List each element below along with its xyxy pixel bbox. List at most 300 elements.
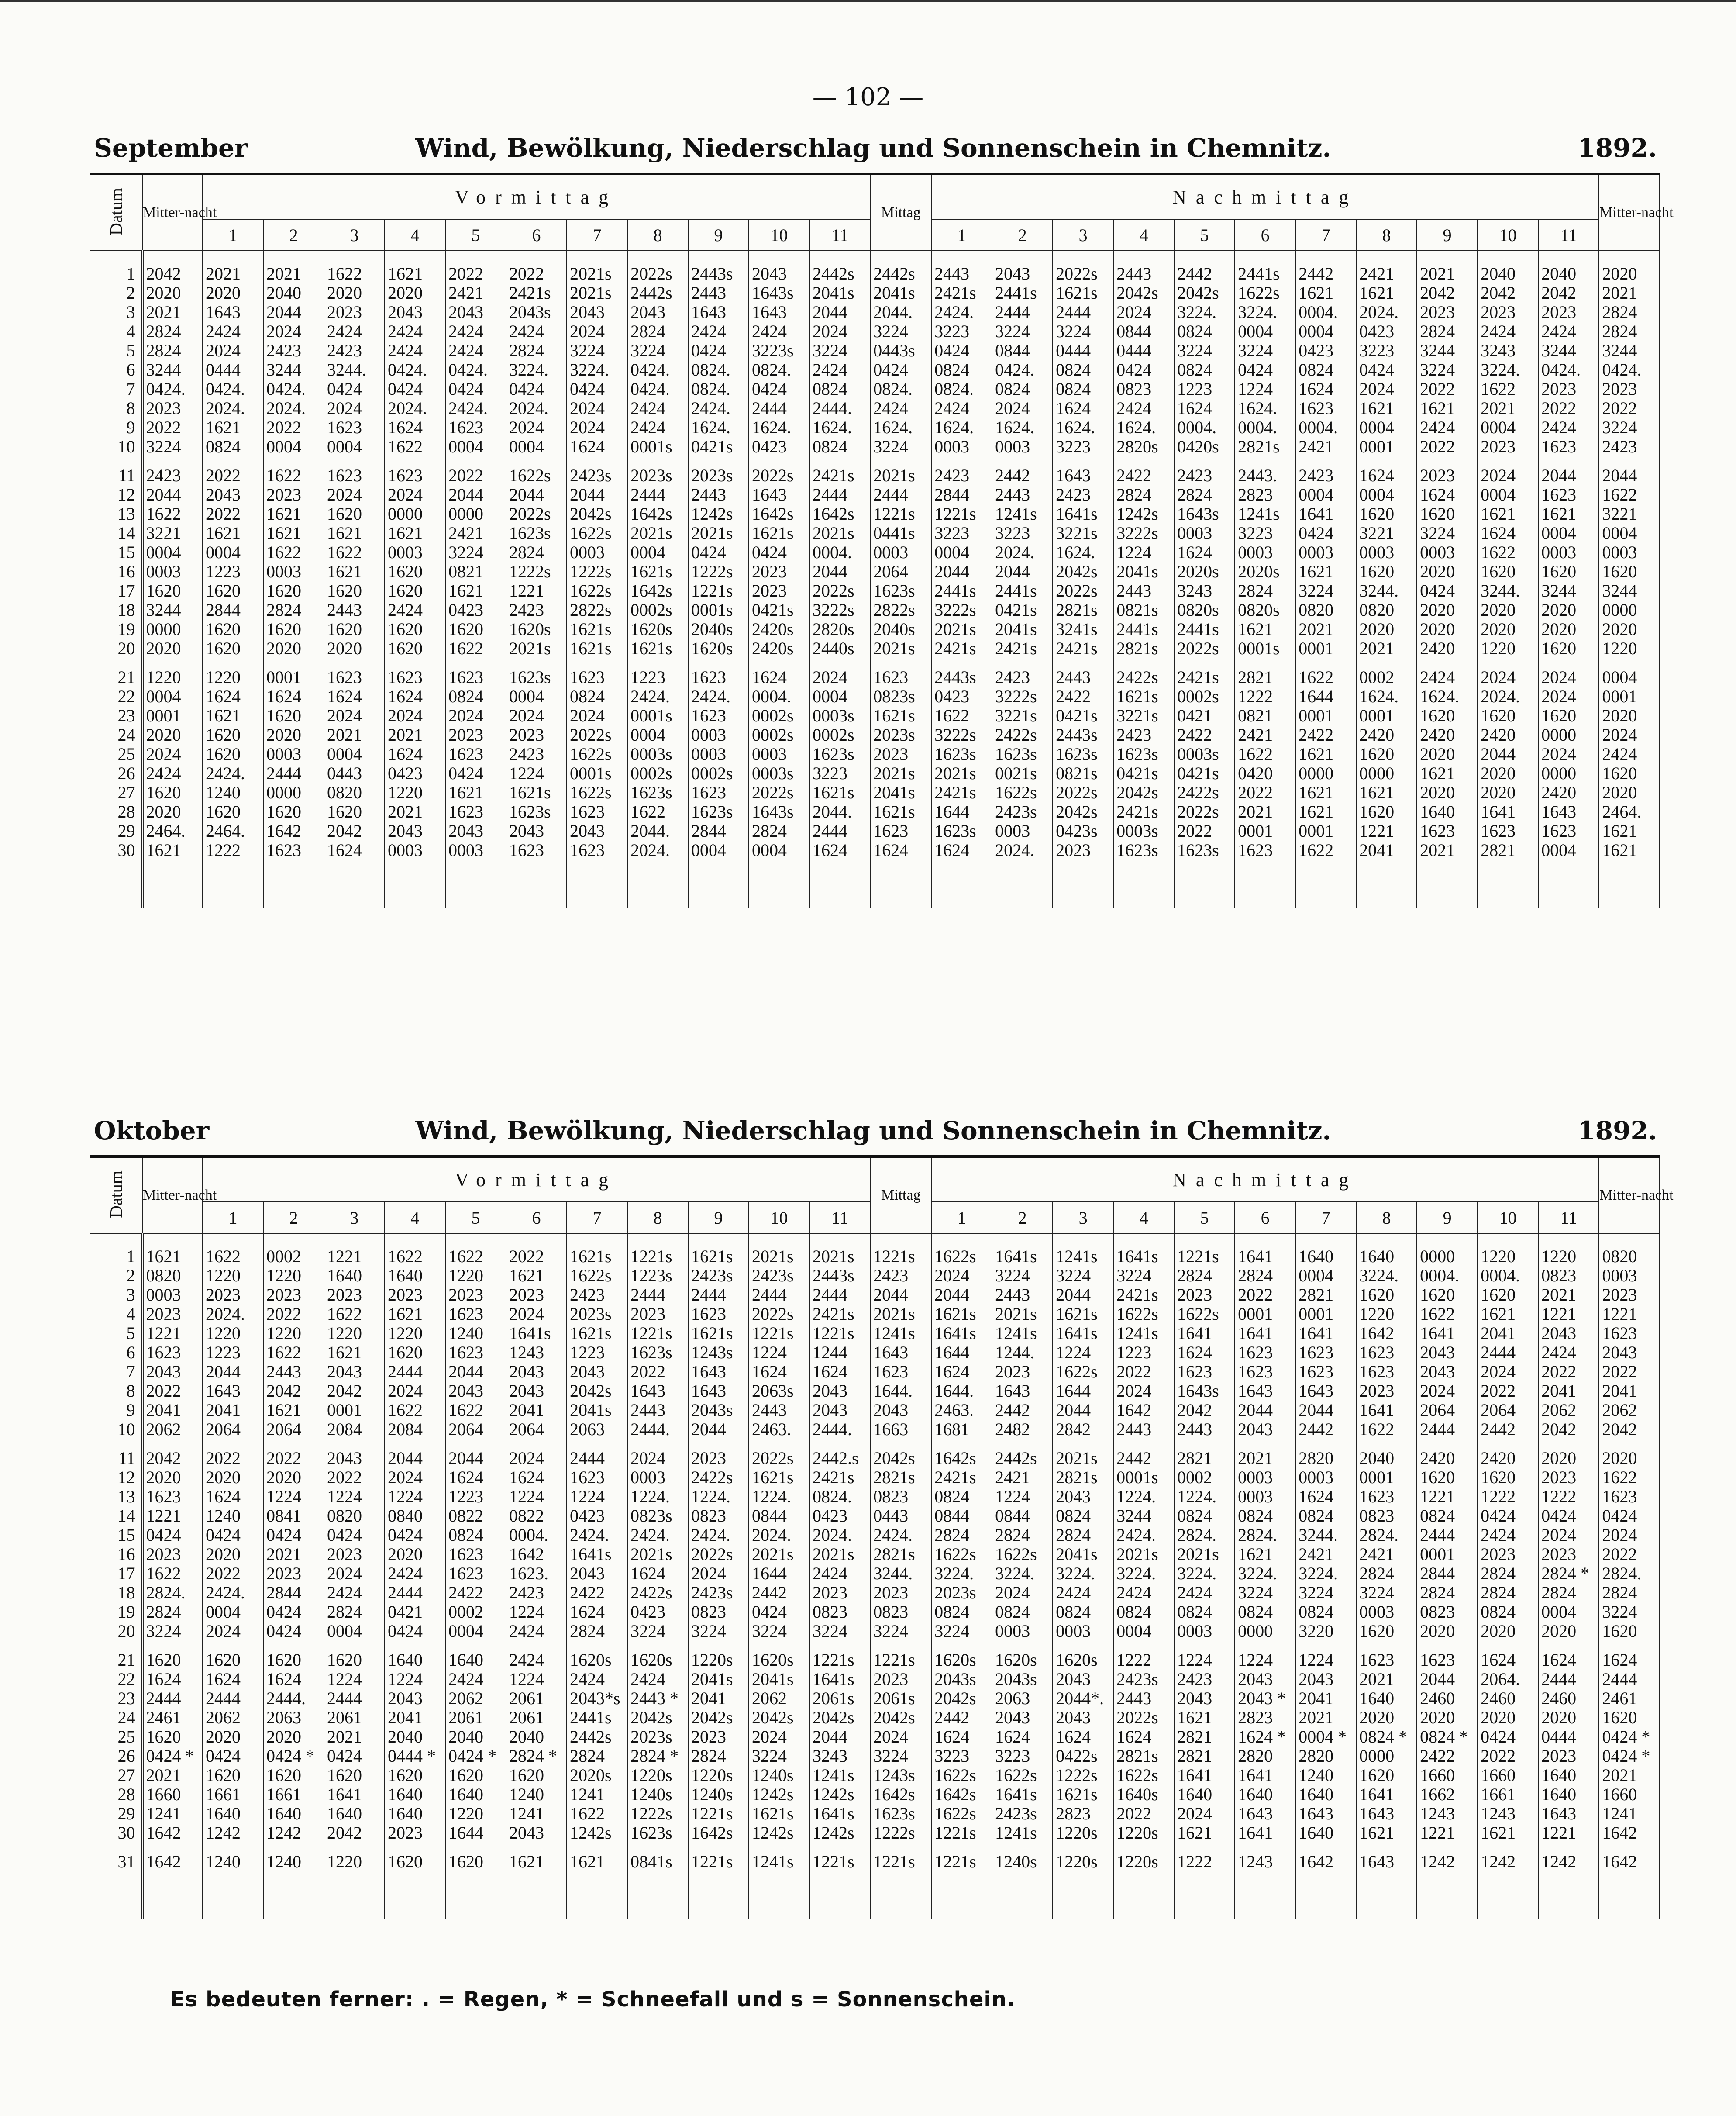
observation-cell: 1621s xyxy=(567,1324,627,1343)
observation-cell: 0003 xyxy=(1174,1622,1235,1641)
hour-header: 1 xyxy=(203,219,263,251)
observation-cell: 1624 xyxy=(203,687,263,706)
observation-cell: 2821s xyxy=(870,1468,931,1487)
observation-cell: 1644. xyxy=(870,1381,931,1401)
observation-cell: 2044 xyxy=(1053,1285,1113,1305)
observation-cell: 1222 xyxy=(203,841,263,908)
observation-cell: 1623 xyxy=(1235,1362,1295,1381)
observation-cell: 2044 xyxy=(506,485,567,504)
table-row xyxy=(90,1233,1659,1266)
observation-cell: 1622 xyxy=(263,1343,324,1362)
observation-cell: 2442 xyxy=(1295,1420,1356,1439)
observation-cell: 2424 xyxy=(1113,399,1174,418)
observation-cell: 2824. xyxy=(1356,1526,1417,1545)
observation-cell: 3224 xyxy=(1417,524,1478,543)
observation-cell: 1623s xyxy=(992,745,1053,764)
observation-cell: 1620 xyxy=(385,562,445,581)
observation-cell: 2022s xyxy=(688,1545,749,1564)
observation-cell: 2422s xyxy=(1174,783,1235,802)
hour-header: 2 xyxy=(992,1202,1053,1233)
gap-cell xyxy=(1174,1843,1235,1852)
observation-cell: 2024 xyxy=(1174,1804,1235,1823)
observation-cell: 1623 xyxy=(506,841,567,908)
observation-cell: 0424 xyxy=(1235,360,1295,380)
observation-cell: 1622s xyxy=(931,1766,992,1785)
observation-cell: 2021 xyxy=(385,725,445,745)
observation-cell: 3244 xyxy=(1113,1506,1174,1526)
observation-cell: 0823 xyxy=(688,1506,749,1526)
observation-cell: 1241 xyxy=(567,1785,627,1804)
observation-cell: 0000 xyxy=(1538,725,1599,745)
observation-cell: 1241 xyxy=(1599,1804,1659,1823)
observation-cell: 1242s xyxy=(567,1823,627,1843)
day-cell: 11 xyxy=(90,466,142,485)
table-row xyxy=(90,639,1659,658)
observation-cell: 3224 xyxy=(870,1622,931,1641)
observation-cell: 1621 xyxy=(445,783,506,802)
gap-cell xyxy=(385,1439,445,1449)
observation-cell: 1621 xyxy=(1235,1545,1295,1564)
observation-cell: 2024 xyxy=(142,745,203,764)
observation-cell: 2040 xyxy=(263,283,324,303)
observation-cell: 1241s xyxy=(1113,1324,1174,1343)
observation-cell: 3224 xyxy=(1417,360,1478,380)
observation-cell: 0004 xyxy=(1235,322,1295,341)
observation-cell: 2423s xyxy=(688,1583,749,1602)
observation-cell: 2044 xyxy=(931,562,992,581)
vormittag-header: Vormittag xyxy=(203,174,870,219)
observation-cell: 1241s xyxy=(992,504,1053,524)
observation-cell: 2821 xyxy=(1478,841,1538,908)
observation-cell: 2024 xyxy=(203,341,263,360)
gap-cell xyxy=(749,1641,809,1650)
gap-cell xyxy=(1113,658,1174,668)
observation-cell: 1641 xyxy=(1235,1233,1295,1266)
observation-cell: 0002 xyxy=(263,1233,324,1266)
observation-cell: 2044 xyxy=(445,1449,506,1468)
observation-cell: 1623s xyxy=(870,1804,931,1823)
observation-cell: 1620 xyxy=(263,1650,324,1670)
observation-cell: 1621 xyxy=(1295,783,1356,802)
table-row xyxy=(90,706,1659,725)
observation-cell: 2040 xyxy=(1538,251,1599,283)
observation-cell: 2020 xyxy=(263,1727,324,1747)
observation-cell: 1622s xyxy=(567,745,627,764)
observation-cell: 2040 xyxy=(445,1727,506,1747)
observation-cell: 2443 xyxy=(992,1285,1053,1305)
observation-cell: 0003 xyxy=(1356,543,1417,562)
observation-cell: 3224. xyxy=(1113,1564,1174,1583)
observation-cell: 0003 xyxy=(1599,1266,1659,1285)
observation-cell: 1624. xyxy=(1053,418,1113,437)
observation-cell: 1640 xyxy=(1295,1823,1356,1843)
september-section xyxy=(90,133,1674,908)
observation-cell: 2042 xyxy=(324,1823,385,1843)
observation-cell: 2824 xyxy=(931,1526,992,1545)
observation-cell: 2022 xyxy=(1417,437,1478,456)
observation-cell: 0004 xyxy=(506,687,567,706)
observation-cell: 1660 xyxy=(142,1785,203,1804)
observation-cell: 2043 xyxy=(385,822,445,841)
observation-cell: 0840 xyxy=(385,1506,445,1526)
observation-cell: 0424 xyxy=(931,341,992,360)
observation-cell: 1242 xyxy=(1478,1852,1538,1919)
observation-cell: 1620 xyxy=(324,620,385,639)
hour-header: 3 xyxy=(324,1202,385,1233)
observation-cell: 0000 xyxy=(385,504,445,524)
mitternacht-header: Mitter-nacht xyxy=(1599,1156,1659,1233)
observation-cell: 0004 xyxy=(263,437,324,456)
observation-cell: 1643 xyxy=(749,303,809,322)
observation-cell: 1640 xyxy=(385,1804,445,1823)
observation-cell: 3224 xyxy=(809,1622,870,1641)
observation-cell: 1643 xyxy=(1538,802,1599,822)
observation-cell: 1621 xyxy=(1478,1823,1538,1843)
observation-cell: 2024 xyxy=(688,1564,749,1583)
observation-cell: 2022s xyxy=(749,1305,809,1324)
observation-cell: 2023 xyxy=(142,1305,203,1324)
observation-cell: 1220 xyxy=(1356,1305,1417,1324)
observation-cell: 1624 xyxy=(931,1727,992,1747)
observation-cell: 3243 xyxy=(809,1747,870,1766)
observation-cell: 1221s xyxy=(870,1852,931,1919)
observation-cell: 2041 xyxy=(688,1689,749,1708)
observation-cell: 1242s xyxy=(1113,504,1174,524)
observation-cell: 2041s xyxy=(688,1670,749,1689)
observation-cell: 1620 xyxy=(203,581,263,601)
observation-cell: 1621s xyxy=(809,783,870,802)
observation-cell: 1640 xyxy=(203,1804,263,1823)
observation-cell: 2022s xyxy=(627,251,688,283)
gap-cell xyxy=(931,456,992,466)
observation-cell: 1623s xyxy=(506,802,567,822)
observation-cell: 0004. xyxy=(1235,418,1295,437)
day-cell: 8 xyxy=(90,1381,142,1401)
observation-cell: 0421 xyxy=(1174,706,1235,725)
observation-cell: 1641 xyxy=(1235,1324,1295,1343)
observation-cell: 2824 xyxy=(1599,1583,1659,1602)
observation-cell: 2024 xyxy=(385,706,445,725)
observation-cell: 0004 xyxy=(1478,418,1538,437)
observation-cell: 1620 xyxy=(1356,1766,1417,1785)
observation-cell: 0004 xyxy=(1538,1602,1599,1622)
day-cell: 27 xyxy=(90,783,142,802)
observation-cell: 2020 xyxy=(203,283,263,303)
observation-cell: 1242 xyxy=(203,1823,263,1843)
observation-cell: 2024 xyxy=(931,1266,992,1285)
observation-cell: 1623 xyxy=(1538,485,1599,504)
observation-cell: 1641s xyxy=(992,1785,1053,1804)
observation-cell: 2022s xyxy=(506,504,567,524)
observation-cell: 2023 xyxy=(324,1285,385,1305)
observation-cell: 1620s xyxy=(627,1650,688,1670)
observation-cell: 2023 xyxy=(870,745,931,764)
observation-cell: 1642 xyxy=(1295,1852,1356,1919)
observation-cell: 2044. xyxy=(809,802,870,822)
observation-cell: 2444 xyxy=(263,764,324,783)
gap-cell xyxy=(992,658,1053,668)
observation-cell: 2824 xyxy=(992,1526,1053,1545)
observation-cell: 2023 xyxy=(263,1285,324,1305)
observation-cell: 1621 xyxy=(1478,1305,1538,1324)
observation-cell: 2040 xyxy=(506,1727,567,1747)
observation-cell: 2821 xyxy=(1295,1285,1356,1305)
observation-cell: 2064 xyxy=(203,1420,263,1439)
observation-cell: 0424. xyxy=(445,360,506,380)
observation-cell: 1624 xyxy=(203,1670,263,1689)
observation-cell: 2424. xyxy=(688,687,749,706)
gap-cell xyxy=(1417,456,1478,466)
observation-cell: 1623 xyxy=(688,1305,749,1324)
observation-cell: 1222 xyxy=(1538,1487,1599,1506)
observation-cell: 0424. xyxy=(627,360,688,380)
observation-cell: 2020 xyxy=(385,1545,445,1564)
observation-cell: 2463. xyxy=(749,1420,809,1439)
observation-cell: 2062 xyxy=(1538,1401,1599,1420)
observation-cell: 2041s xyxy=(567,1401,627,1420)
observation-cell: 1623 xyxy=(1417,822,1478,841)
observation-cell: 2024 xyxy=(567,399,627,418)
observation-cell: 3224. xyxy=(1235,1564,1295,1583)
observation-cell: 2424 xyxy=(142,764,203,783)
observation-cell: 1624. xyxy=(1356,687,1417,706)
observation-cell: 2421 xyxy=(1295,437,1356,456)
observation-cell: 2020 xyxy=(1417,1708,1478,1727)
observation-cell: 1623s xyxy=(627,1343,688,1362)
observation-cell: 2444 xyxy=(809,485,870,504)
observation-cell: 0004 xyxy=(688,841,749,908)
observation-cell: 2043s xyxy=(506,303,567,322)
observation-cell: 2022 xyxy=(203,504,263,524)
observation-cell: 1622 xyxy=(142,504,203,524)
observation-cell: 1224 xyxy=(1113,543,1174,562)
observation-cell: 2022s xyxy=(749,783,809,802)
hour-header: 9 xyxy=(688,1202,749,1233)
observation-cell: 0424 xyxy=(749,543,809,562)
gap-cell xyxy=(90,456,142,466)
observation-cell: 1220 xyxy=(385,783,445,802)
table-row xyxy=(90,1583,1659,1602)
observation-cell: 1622s xyxy=(931,1804,992,1823)
observation-cell: 2020 xyxy=(324,283,385,303)
observation-cell: 2824 xyxy=(1235,1266,1295,1285)
table-row xyxy=(90,360,1659,380)
gap-cell xyxy=(1417,1843,1478,1852)
gap-cell xyxy=(1053,658,1113,668)
hour-header: 9 xyxy=(1417,1202,1478,1233)
observation-cell: 0424 xyxy=(567,380,627,399)
observation-cell: 0421 xyxy=(385,1602,445,1622)
observation-cell: 2443s xyxy=(931,668,992,687)
observation-cell: 1624 xyxy=(809,841,870,908)
observation-cell: 0003s xyxy=(749,764,809,783)
observation-cell: 1220s xyxy=(1053,1852,1113,1919)
gap-cell xyxy=(263,1439,324,1449)
observation-cell: 2042 xyxy=(1478,283,1538,303)
observation-cell: 2021 xyxy=(263,251,324,283)
observation-cell: 1622 xyxy=(1295,668,1356,687)
observation-cell: 3222s xyxy=(992,687,1053,706)
observation-cell: 1621 xyxy=(1417,764,1478,783)
year-label: 1892. xyxy=(1578,133,1657,163)
gap-cell xyxy=(931,1641,992,1650)
observation-cell: 0824 xyxy=(1174,360,1235,380)
observation-cell: 1661 xyxy=(1478,1785,1538,1804)
hour-header: 4 xyxy=(1113,1202,1174,1233)
observation-cell: 0003s xyxy=(627,745,688,764)
observation-cell: 2824. xyxy=(142,1583,203,1602)
observation-cell: 3223 xyxy=(992,1747,1053,1766)
gap-cell xyxy=(1053,1439,1113,1449)
observation-cell: 1622 xyxy=(1295,841,1356,908)
observation-cell: 2041 xyxy=(1356,841,1417,908)
observation-cell: 1622 xyxy=(385,1401,445,1420)
observation-cell: 1223 xyxy=(203,1343,263,1362)
observation-cell: 1221s xyxy=(809,1324,870,1343)
observation-cell: 1622s xyxy=(931,1545,992,1564)
observation-cell: 1623 xyxy=(567,668,627,687)
observation-cell: 1623 xyxy=(870,822,931,841)
observation-cell: 1220 xyxy=(445,1804,506,1823)
observation-cell: 1622s xyxy=(567,581,627,601)
observation-cell: 2021s xyxy=(749,1545,809,1564)
table-row xyxy=(90,687,1659,706)
observation-cell: 1622 xyxy=(1599,485,1659,504)
day-cell: 23 xyxy=(90,706,142,725)
table-row xyxy=(90,1449,1659,1468)
gap-cell xyxy=(627,658,688,668)
day-cell: 1 xyxy=(90,1233,142,1266)
observation-cell: 2084 xyxy=(385,1420,445,1439)
observation-cell: 1643 xyxy=(203,1381,263,1401)
observation-cell: 2824 xyxy=(1417,322,1478,341)
observation-cell: 2043 xyxy=(324,1362,385,1381)
observation-cell: 1224 xyxy=(749,1343,809,1362)
observation-cell: 2024 xyxy=(506,418,567,437)
observation-cell: 2444 xyxy=(627,1285,688,1305)
observation-cell: 3224 xyxy=(870,1747,931,1766)
observation-cell: 2423 xyxy=(263,341,324,360)
observation-cell: 2021s xyxy=(870,466,931,485)
observation-cell: 2424 xyxy=(385,322,445,341)
observation-cell: 2424 xyxy=(1538,418,1599,437)
observation-cell: 2042 xyxy=(263,1381,324,1401)
gap-cell xyxy=(506,1641,567,1650)
hour-header: 10 xyxy=(1478,219,1538,251)
observation-cell: 1224. xyxy=(627,1487,688,1506)
observation-cell: 2024 xyxy=(1538,687,1599,706)
observation-cell: 2023 xyxy=(1538,1468,1599,1487)
observation-cell: 1222s xyxy=(1053,1766,1113,1785)
observation-cell: 0824 xyxy=(1174,1602,1235,1622)
observation-cell: 3224 xyxy=(1113,1266,1174,1285)
observation-cell: 2061 xyxy=(445,1708,506,1727)
observation-cell: 1220 xyxy=(142,668,203,687)
observation-cell: 1623 xyxy=(1417,1650,1478,1670)
observation-cell: 2023 xyxy=(1356,1381,1417,1401)
observation-cell: 1643 xyxy=(688,303,749,322)
observation-cell: 2420 xyxy=(1417,639,1478,658)
day-cell: 20 xyxy=(90,639,142,658)
observation-cell: 2044 xyxy=(1295,1401,1356,1420)
observation-cell: 2020 xyxy=(1538,1622,1599,1641)
observation-cell: 2043s xyxy=(931,1670,992,1689)
day-cell: 14 xyxy=(90,524,142,543)
observation-cell: 1620 xyxy=(1478,706,1538,725)
observation-cell: 3223 xyxy=(1235,524,1295,543)
observation-cell: 1224. xyxy=(688,1487,749,1506)
observation-cell: 1620 xyxy=(1356,562,1417,581)
observation-cell: 2824 xyxy=(263,601,324,620)
gap-cell xyxy=(567,1843,627,1852)
hour-header: 4 xyxy=(1113,219,1174,251)
observation-cell: 1641 xyxy=(1478,802,1538,822)
observation-cell: 2023 xyxy=(506,725,567,745)
observation-cell: 2824 xyxy=(1538,1583,1599,1602)
observation-cell: 1622s xyxy=(992,1545,1053,1564)
observation-cell: 2824 xyxy=(506,341,567,360)
observation-cell: 0003 xyxy=(142,1285,203,1305)
observation-cell: 1624 xyxy=(1417,485,1478,504)
observation-cell: 1622s xyxy=(1113,1766,1174,1785)
day-cell: 17 xyxy=(90,1564,142,1583)
observation-cell: 0004 xyxy=(627,543,688,562)
observation-cell: 1223 xyxy=(445,1487,506,1506)
observation-cell: 2044 xyxy=(992,562,1053,581)
table-row xyxy=(90,1266,1659,1285)
observation-cell: 1221s xyxy=(688,1852,749,1919)
observation-cell: 2444 xyxy=(688,1285,749,1305)
observation-cell: 2042 xyxy=(142,251,203,283)
observation-cell: 1621s xyxy=(627,562,688,581)
day-cell: 27 xyxy=(90,1766,142,1785)
september-data-table xyxy=(90,173,1674,908)
observation-cell: 2064 xyxy=(263,1420,324,1439)
observation-cell: 0003 xyxy=(1174,524,1235,543)
observation-cell: 0823 xyxy=(1356,1506,1417,1526)
observation-cell: 2424 xyxy=(385,341,445,360)
gap-cell xyxy=(992,1843,1053,1852)
observation-cell: 0424 xyxy=(324,380,385,399)
observation-cell: 2424 xyxy=(506,1650,567,1670)
observation-cell: 0003 xyxy=(385,543,445,562)
observation-cell: 2024 xyxy=(1417,1381,1478,1401)
observation-cell: 2021s xyxy=(809,1233,870,1266)
observation-cell: 0824 xyxy=(1053,360,1113,380)
day-cell: 14 xyxy=(90,1506,142,1526)
observation-cell: 3224 xyxy=(1174,341,1235,360)
observation-cell: 0424. xyxy=(1599,360,1659,380)
observation-cell: 3243 xyxy=(1174,581,1235,601)
hour-header: 7 xyxy=(567,1202,627,1233)
observation-cell: 2020 xyxy=(263,725,324,745)
gap-cell xyxy=(749,456,809,466)
september-header xyxy=(90,133,1657,173)
hour-header: 3 xyxy=(1053,1202,1113,1233)
observation-cell: 0000 xyxy=(1538,764,1599,783)
observation-cell: 1622s xyxy=(931,1233,992,1266)
observation-cell: 2424 xyxy=(385,1564,445,1583)
observation-cell: 1220 xyxy=(324,1324,385,1343)
observation-cell: 2023 xyxy=(1599,380,1659,399)
hour-header: 1 xyxy=(203,1202,263,1233)
observation-cell: 2424. xyxy=(688,1526,749,1545)
observation-cell: 2043 xyxy=(1053,1708,1113,1727)
gap-cell xyxy=(324,456,385,466)
observation-cell: 3224. xyxy=(1295,1564,1356,1583)
observation-cell: 0004 xyxy=(1538,524,1599,543)
observation-cell: 1640 xyxy=(1538,1785,1599,1804)
